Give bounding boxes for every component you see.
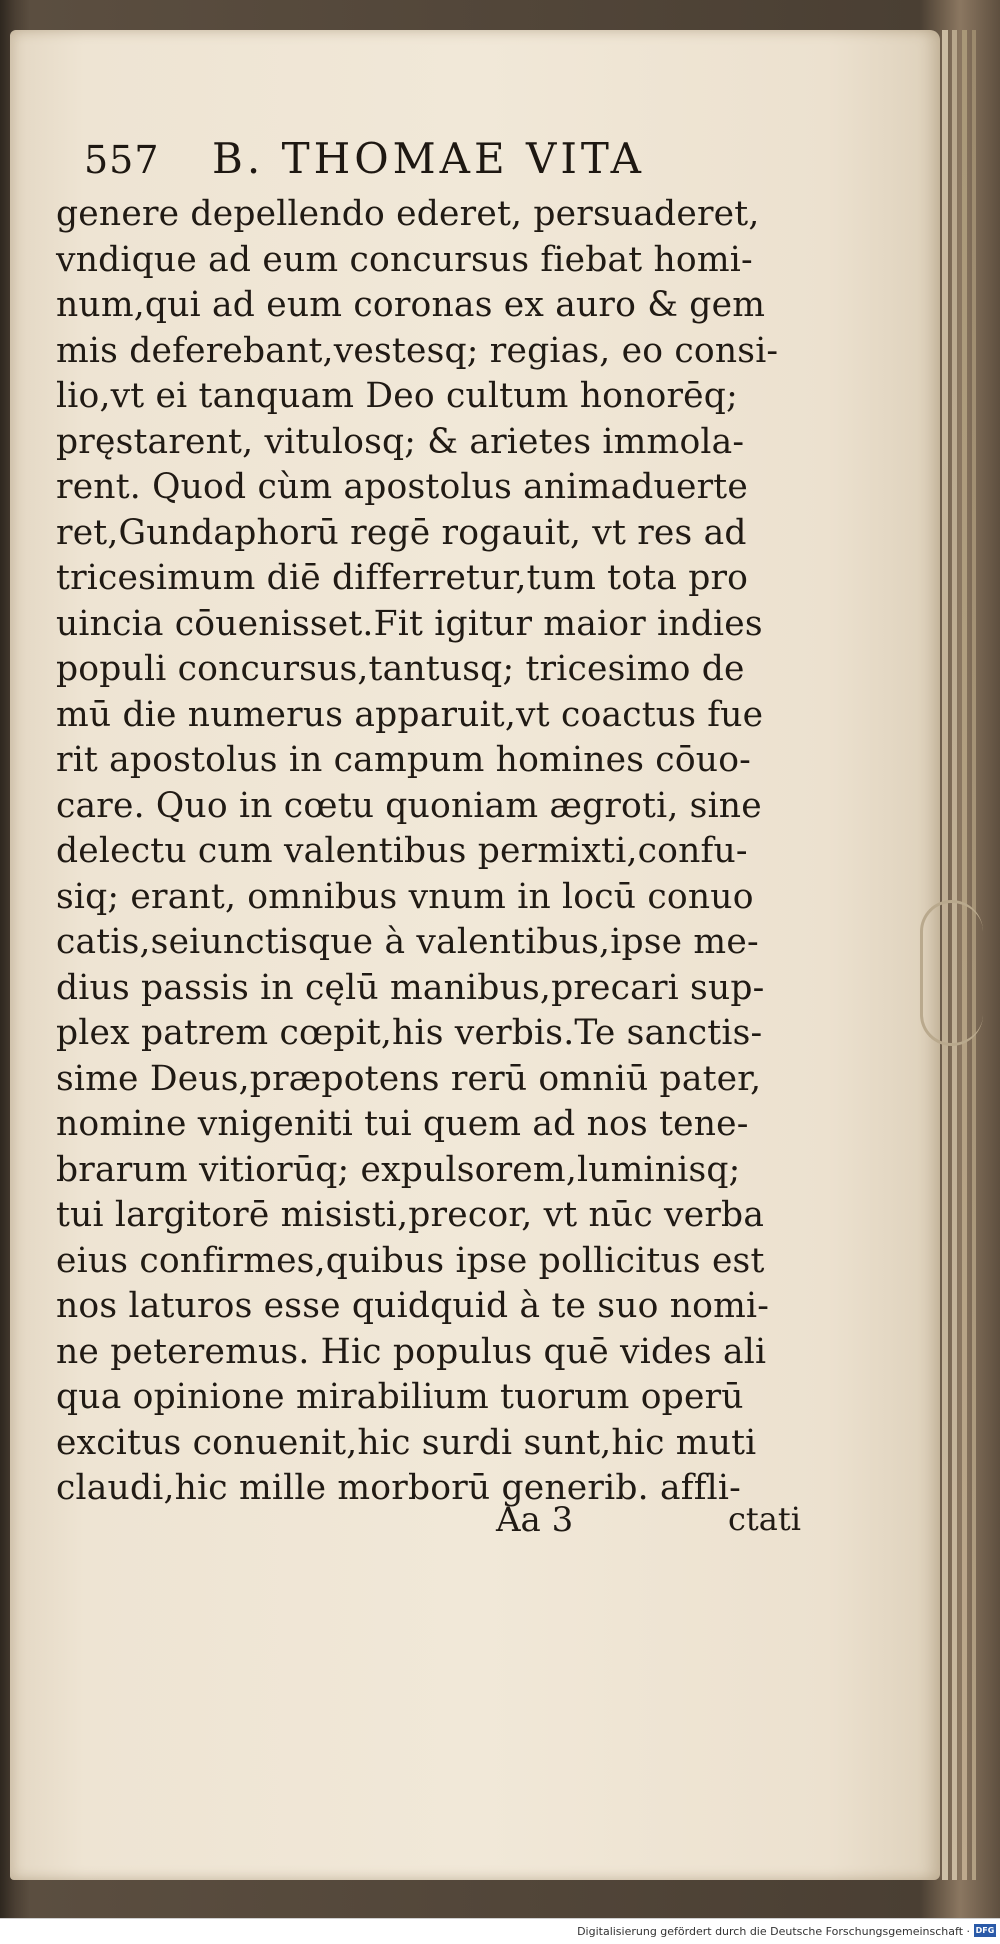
text-line: tricesimum diē differretur,tum tota pro (56, 558, 749, 598)
text-line: lio,vt ei tanquam Deo cultum honorēq; (56, 376, 738, 416)
dfg-logo: DFG (975, 1926, 995, 1935)
text-line: populi concursus,tantusq; tricesimo de (56, 649, 745, 689)
text-line: claudi,hic mille morborū generib. affli- (56, 1468, 741, 1508)
footer-bar (0, 1918, 1000, 1944)
text-line: vndique ad eum concursus fiebat homi- (56, 239, 753, 280)
catchword: ctati (728, 1500, 801, 1538)
running-title: B. THOMAE VITA (212, 134, 645, 183)
text-line: ne peteremus. Hic populus quē vides ali (56, 1331, 767, 1372)
text-line: brarum vitiorūq; expulsorem,luminisq; (56, 1149, 741, 1190)
text-line: tui largitorē misisti,precor, vt nūc verba (56, 1195, 765, 1235)
text-line: dius passis in cęlū manibus,precari sup- (56, 967, 765, 1008)
text-line: mis deferebant,vestesq; regias, eo consi- (56, 330, 779, 371)
text-line: eius confirmes,quibus ipse pollicitus est (56, 1240, 765, 1281)
text-line: ret,Gundaphorū regē rogauit, vt res ad (56, 512, 747, 553)
text-line: excitus conuenit,hic surdi sunt,hic muti (56, 1422, 757, 1463)
text-line: siq; erant, omnibus vnum in locū conuo (56, 876, 754, 917)
body-text (56, 192, 816, 1512)
text-line: genere depellendo ederet, persuaderet, (56, 194, 760, 234)
text-line: uincia cōuenisset.Fit igitur maior indies (56, 603, 763, 644)
running-head (84, 134, 784, 188)
text-line: qua opinione mirabilium tuorum operū (56, 1377, 744, 1417)
text-line: num,qui ad eum coronas ex auro & gem (56, 285, 766, 325)
text-line: rit apostolus in campum homines cōuo- (56, 740, 752, 780)
text-line: rent. Quod cùm apostolus animaduerte (56, 467, 748, 507)
text-line: mū die numerus apparuit,vt coactus fue (56, 694, 764, 735)
text-line: sime Deus,præpotens rerū omniū pater, (56, 1058, 762, 1099)
text-line: nos laturos esse quidquid à te suo nomi- (56, 1286, 770, 1326)
page-number: 557 (84, 138, 160, 182)
text-line: plex patrem cœpit,his verbis.Te sanctis- (56, 1013, 763, 1053)
text-line: catis,seiunctisque à valentibus,ipse me- (56, 922, 759, 962)
text-line: care. Quo in cœtu quoniam ægroti, sine (56, 785, 762, 826)
text-line: pręstarent, vitulosq; & arietes immola- (56, 421, 745, 462)
text-line: nomine vnigeniti tui quem ad nos tene- (56, 1104, 749, 1144)
text-line: delectu cum valentibus permixti,confu- (56, 831, 748, 871)
signature-mark: Aa 3 (496, 1500, 574, 1540)
footer-credit: Digitalisierung gefördert durch die Deutsche Forschungsgemeinschaft · (577, 1925, 970, 1938)
clasp-ring (920, 900, 983, 1046)
